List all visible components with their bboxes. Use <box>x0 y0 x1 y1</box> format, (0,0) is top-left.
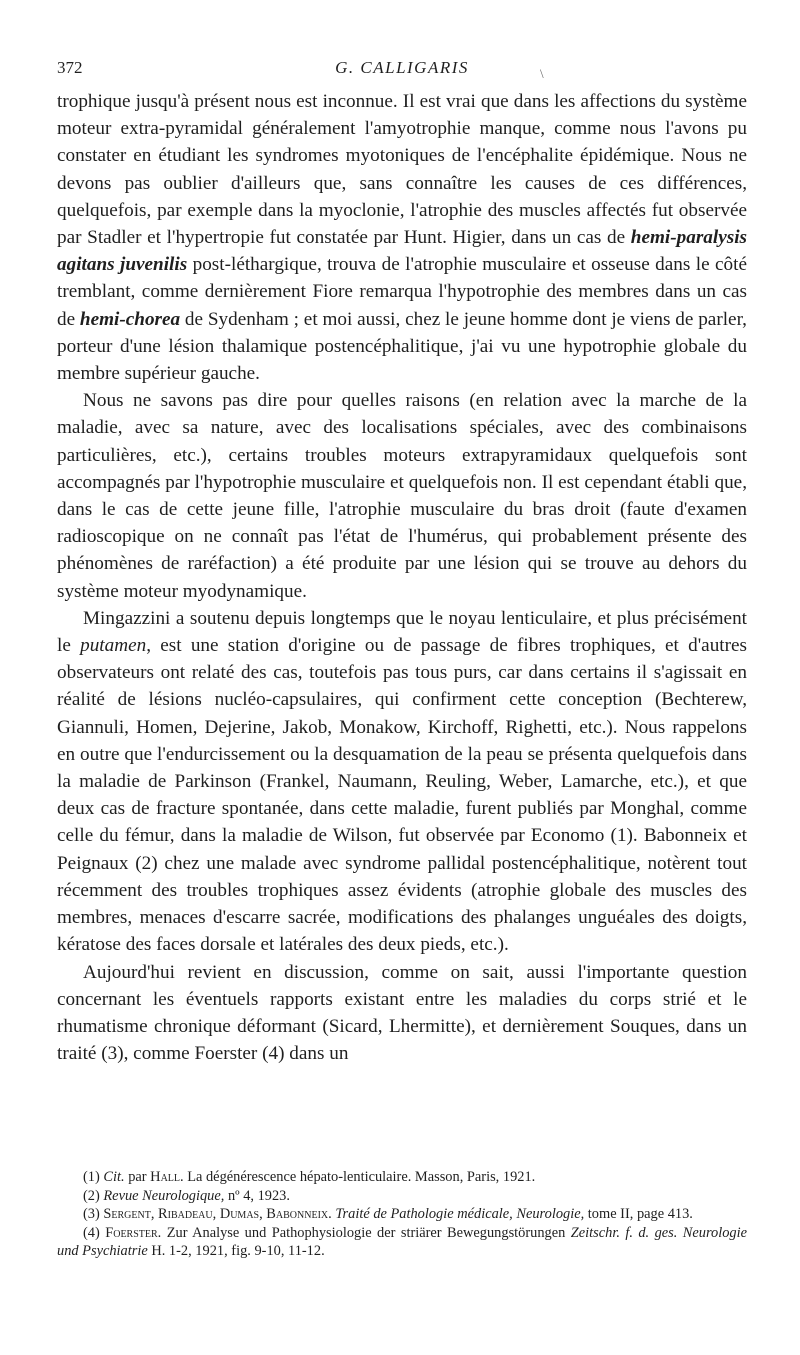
paragraph-1 <box>57 88 747 387</box>
paragraph-3 <box>57 605 747 959</box>
footnote-4-author: Foerster. <box>105 1224 162 1241</box>
footnote-4-italic: Zeitschr. f. d. ges. Neurologie und Psychiatrie <box>57 1224 747 1259</box>
page-number: 372 <box>57 58 83 77</box>
footnote-3-italic: Traité de Pathologie médicale, Neurologie, <box>335 1206 585 1222</box>
footnote-4 <box>57 1224 747 1261</box>
running-title: G. CALLIGARIS <box>335 58 469 77</box>
p3-text-b: , est une station d'origine ou de passage de fibres trophiques, et d'autres observateurs ont relaté des cas, toutefois pas tous purs, car dans certains il s'agissait en réalité de lésions nucléo-capsulaires, qui confirment cette conception (Bechterew, Giannuli, Homen, Dejerine, Jakob, Monakow, Kirchoff, Righetti, etc.). Nous rappelons en outre que l'endurcissement ou la desquamation de la peau se présenta quelquefois dans la maladie de Parkinson (Frankel, Naumann, Reuling, Weber, Lamarche, etc.), et que deux cas de fracture spontanée, dans cette maladie, furent publiés par Monghal, comme celle du fémur, dans la maladie de Wilson, fut observée par Economo (1). Babonneix et Peignaux (2) chez une malade avec syndrome pallidal postencéphalitique, notèrent tout récemment des troubles trophiques assez évidents (atrophie globale des muscles des membres, menaces d'escarre sacrée, modifications des phalanges unguéales des doigts, kératose des faces dorsale et latérales des deux pieds, etc.). <box>57 635 747 956</box>
footnote-1-author: Hall <box>150 1169 181 1185</box>
footnote-4-number: (4) <box>83 1224 100 1241</box>
p1-text-a: trophique jusqu'à présent nous est inconnue. Il est vrai que dans les affections du système moteur extra-pyramidal généralement l'amyotrophie manque, comme nous l'avons pu constater en étudiant les syndromes myotoniques de l'encéphalite épidémique. Nous ne devons pas oublier d'ailleurs que, sans connaître les causes de ces différences, quelquefois, par exemple dans la myoclonie, l'atrophie des muscles affectés fut observée par Stadler et l'hypertropie fut constatée par Hunt. Higier, dans un cas de <box>57 91 747 249</box>
p1-emphasis-2: hemi-chorea <box>79 308 181 330</box>
p1-text-b: post-léthargique, trouva de l'atrophie musculaire et osseuse dans le côté tremblant, comme dernièrement Fiore remarqua l'hypotrophie des membres dans un cas de <box>57 254 747 330</box>
paragraph-4: Aujourd'hui revient en discussion, comme on sait, aussi l'importante question concernant les éventuels rapports existant entre les maladies du corps strié et le rhumatisme chronique déformant (Sicard, Lhermitte), et dernièrement Souques, dans un traité (3), comme Foerster (4) dans un <box>57 961 747 1065</box>
page-header <box>57 58 747 82</box>
footnote-1-text-b: . La dégénérescence hépato-lenticulaire. Masson, Paris, 1921. <box>180 1169 536 1185</box>
footnote-1-italic: Cit. <box>103 1169 125 1185</box>
footnote-3 <box>57 1205 747 1224</box>
footnote-4-text-a: Zur Analyse und Pathophysiologie der striärer Bewegungstörungen <box>161 1224 571 1241</box>
footnote-3-text-b: tome II, page 413. <box>584 1206 693 1222</box>
body-text <box>57 88 747 1067</box>
p1-text-c: de Sydenham ; et moi aussi, chez le jeune homme dont je viens de parler, porteur d'une lésion thalamique postencéphalitique, j'ai vu une hypotrophie globale du membre supérieur gauche. <box>57 308 747 385</box>
footnote-3-number: (3) <box>83 1206 100 1222</box>
footnotes <box>57 1168 747 1261</box>
footnote-1-number: (1) <box>83 1169 100 1185</box>
footnote-2 <box>57 1187 747 1206</box>
footnote-4-text-b: H. 1-2, 1921, fig. 9-10, 11-12. <box>147 1243 325 1259</box>
p3-text-a: Mingazzini a soutenu depuis longtemps que le noyau lenticulaire, et plus précisément le <box>57 607 747 657</box>
footnote-3-authors: Sergent, Ribadeau, Dumas, Babonneix. <box>103 1206 332 1222</box>
footnote-2-text-b: nº 4, 1923. <box>224 1187 290 1204</box>
stray-mark: \ <box>540 66 544 81</box>
footnote-1 <box>57 1168 747 1187</box>
footnote-1-text-a: par <box>124 1169 151 1185</box>
p1-emphasis-1: hemi-paralysis agitans juvenilis <box>57 227 747 276</box>
paragraph-2: Nous ne savons pas dire pour quelles raisons (en relation avec la marche de la maladie, avec sa nature, avec des localisations spéciales, avec des combinaisons particulières, etc.), certains troubles moteurs extrapyramidaux quelquefois sont accompagnés par l'hypotrophie musculaire et quelquefois non. Il est cependant établi que, dans le cas de cette jeune fille, l'atrophie musculaire du bras droit (faute d'examen radioscopique on ne connaît pas l'état de l'humérus, qui probablement présente des phénomènes de raréfaction) a été produite par une lésion qui se trouve au dehors du système moteur myodynamique. <box>57 390 747 602</box>
footnote-2-italic: Revue Neurologique, <box>103 1187 225 1204</box>
p3-italic-1: putamen <box>80 635 147 657</box>
footnote-2-number: (2) <box>83 1187 100 1204</box>
